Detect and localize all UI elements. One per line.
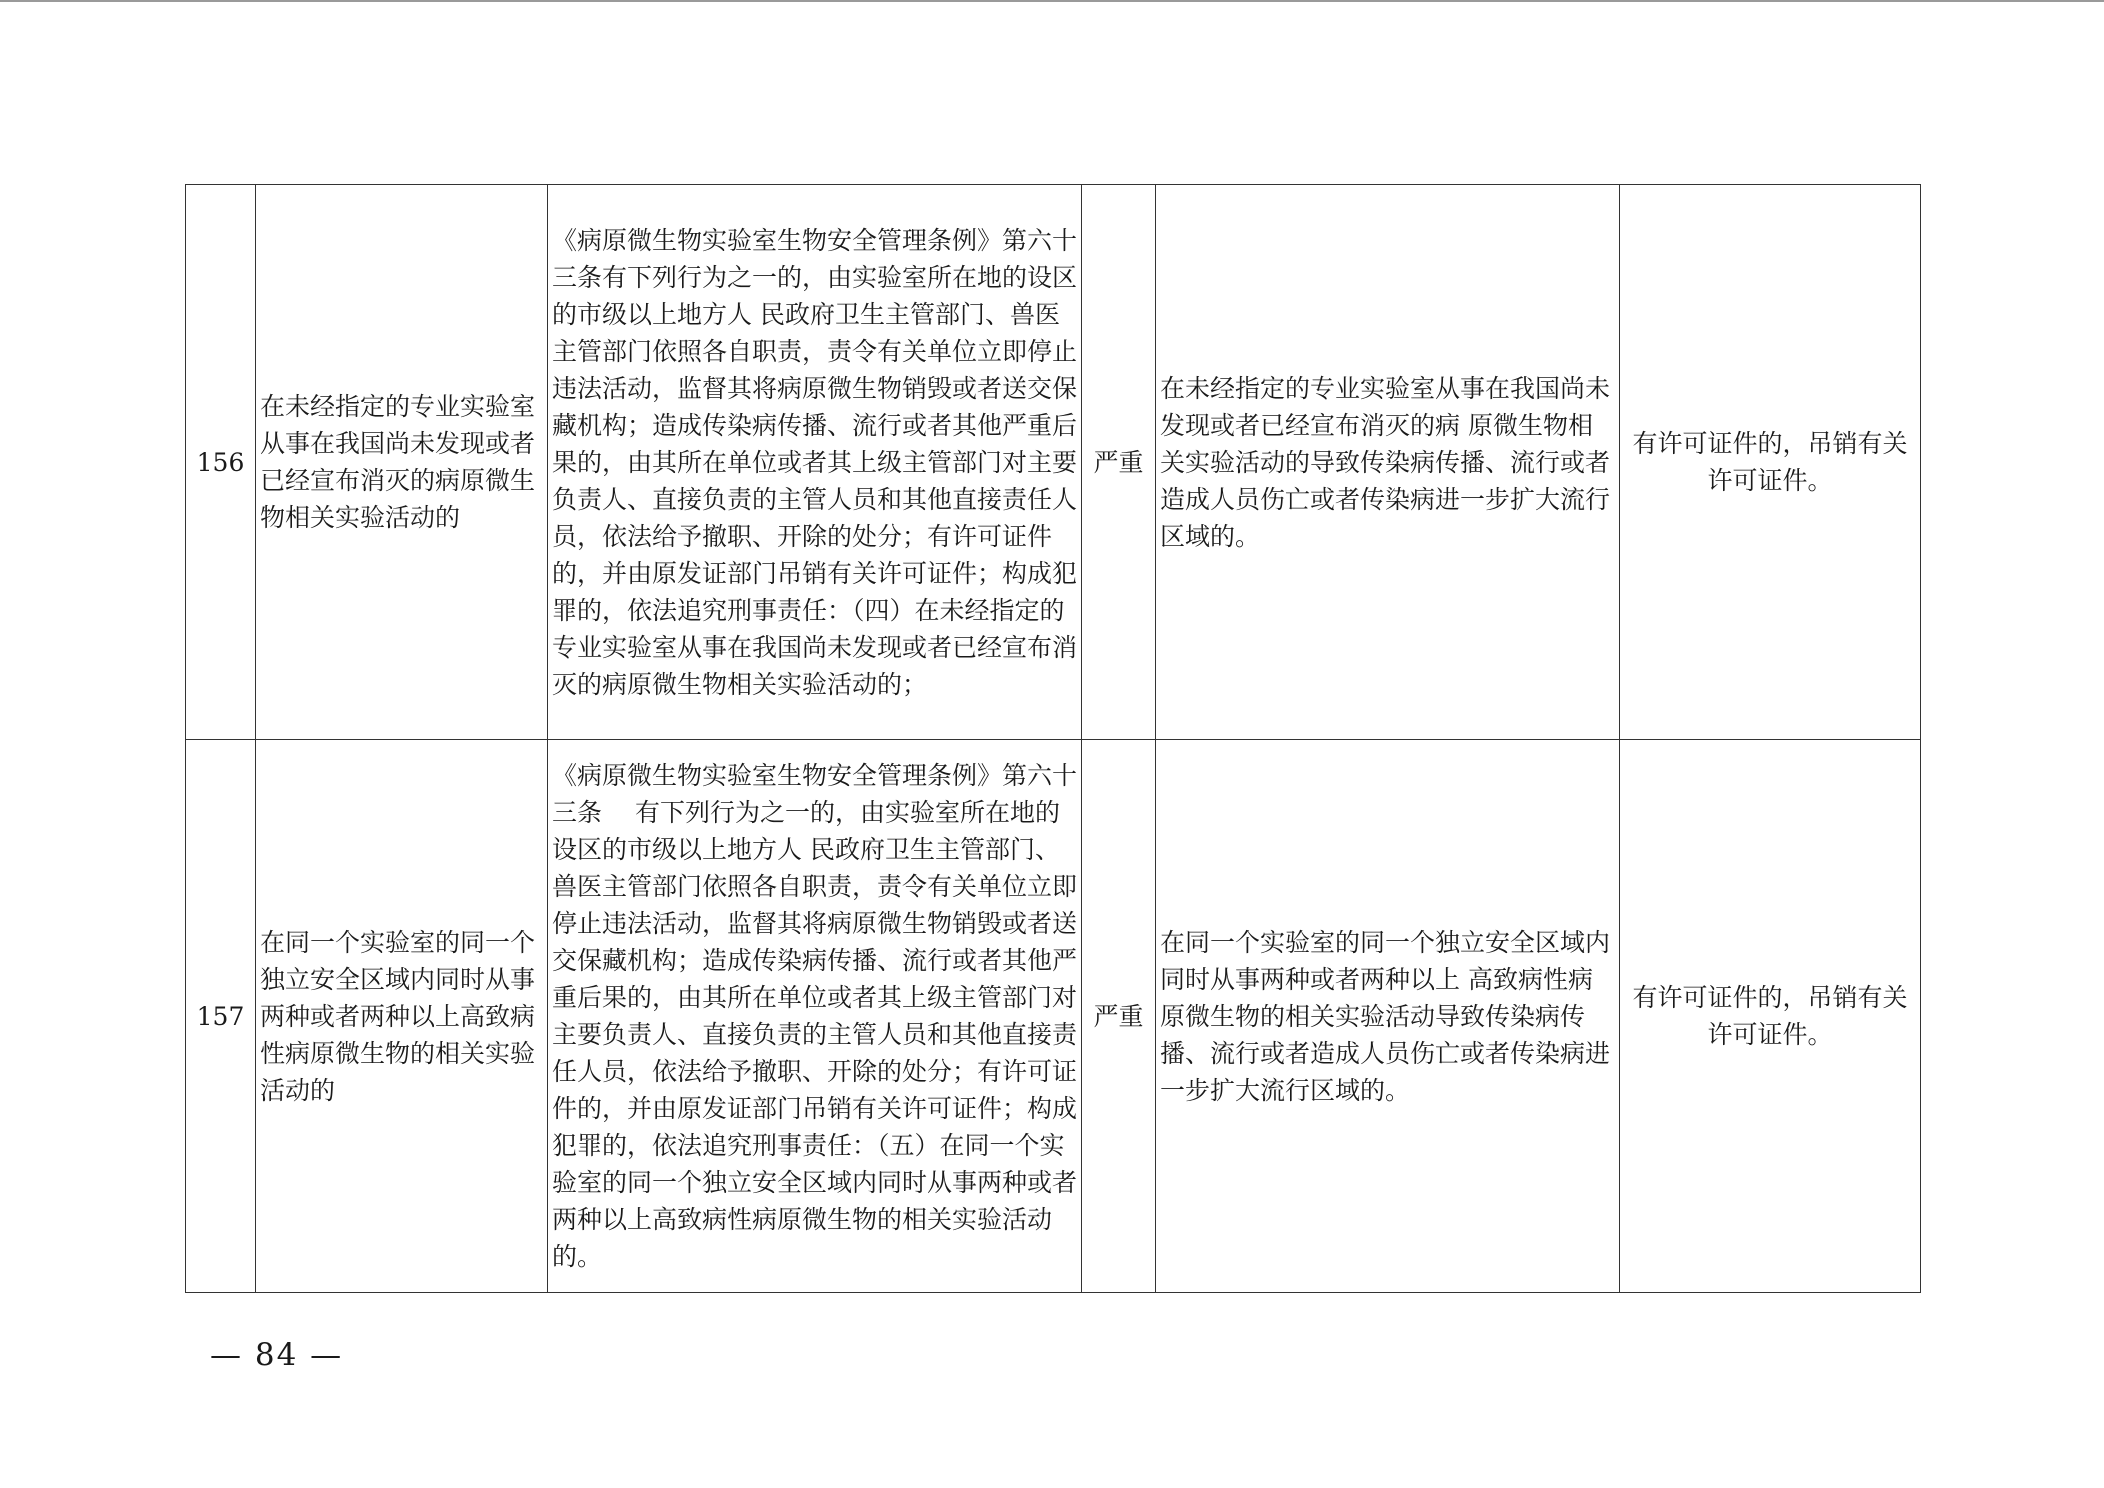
penalty-measure: 有许可证件的，吊销有关许可证件。 — [1620, 185, 1921, 740]
severity-standard: 在未经指定的专业实验室从事在我国尚未发现或者已经宣布消灭的病 原微生物相关实验活动的导致传染病传播、流行或者造成人员伤亡或者传染病进一步扩大流行区域的。 — [1156, 185, 1620, 740]
legal-basis: 《病原微生物实验室生物安全管理条例》第六十三条有下列行为之一的，由实验室所在地的设区的市级以上地方人 民政府卫生主管部门、兽医主管部门依照各自职责，责令有关单位立即停止违法活动，监督其将病原微生物销毁或者送交保藏机构；造成传染病传播、流行或者其他严重后果的，由其所在单位或者其上级主管部门对主要负责人、直接负责的主管人员和其他直接责任人员，依法给予撤职、开除的处分；有许可证件的，并由原发证部门吊销有关许可证件；构成犯罪的，依法追究刑事责任：（四）在未经指定的专业实验室从事在我国尚未发现或者已经宣布消灭的病原微生物相关实验活动的； — [548, 185, 1082, 740]
top-border-line — [0, 0, 2104, 2]
severity-level: 严重 — [1082, 740, 1156, 1293]
table-row — [186, 740, 1921, 1293]
page-number: — 84 — — [210, 1337, 344, 1373]
severity-standard: 在同一个实验室的同一个独立安全区域内同时从事两种或者两种以上 高致病性病原微生物的相关实验活动导致传染病传播、流行或者造成人员伤亡或者传染病进一步扩大流行区域的。 — [1156, 740, 1620, 1293]
violation-behavior: 在同一个实验室的同一个独立安全区域内同时从事两种或者两种以上高致病性病原微生物的相关实验活动的 — [256, 740, 548, 1293]
row-number: 156 — [186, 185, 256, 740]
row-number: 157 — [186, 740, 256, 1293]
penalty-measure: 有许可证件的，吊销有关许可证件。 — [1620, 740, 1921, 1293]
violations-table — [185, 184, 1921, 1293]
violation-behavior: 在未经指定的专业实验室从事在我国尚未发现或者已经宣布消灭的病原微生物相关实验活动的 — [256, 185, 548, 740]
legal-basis: 《病原微生物实验室生物安全管理条例》第六十三条 有下列行为之一的，由实验室所在地的设区的市级以上地方人 民政府卫生主管部门、兽医主管部门依照各自职责，责令有关单位立即停止违法活动，监督其将病原微生物销毁或者送交保藏机构；造成传染病传播、流行或者其他严重后果的，由其所在单位或者其上级主管部门对主要负责人、直接负责的主管人员和其他直接责任人员，依法给予撤职、开除的处分；有许可证件的，并由原发证部门吊销有关许可证件；构成犯罪的，依法追究刑事责任：（五）在同一个实验室的同一个独立安全区域内同时从事两种或者两种以上高致病性病原微生物的相关实验活动的。 — [548, 740, 1082, 1293]
severity-level: 严重 — [1082, 185, 1156, 740]
table-row — [186, 185, 1921, 740]
